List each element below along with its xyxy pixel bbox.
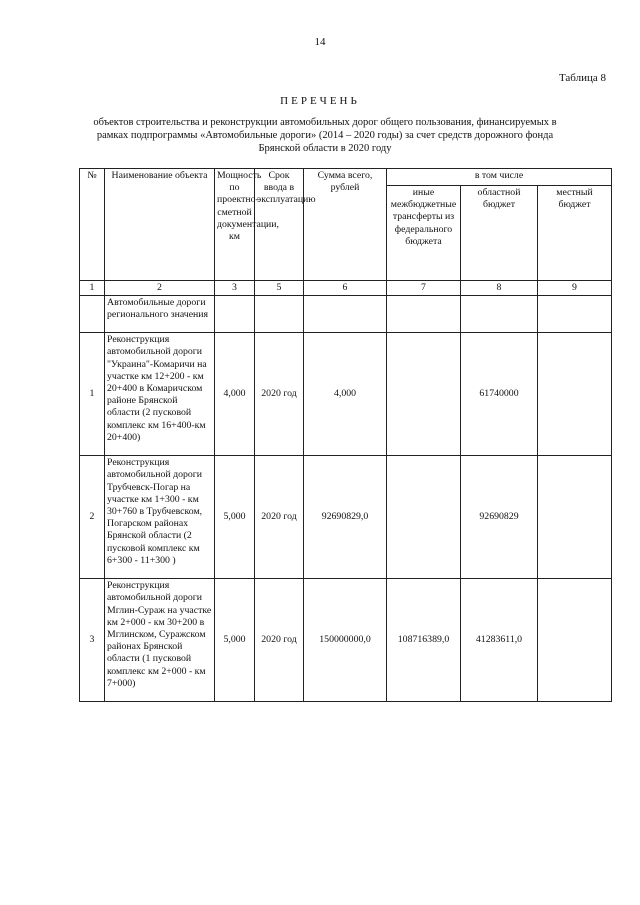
header-num: № <box>80 169 105 281</box>
row-local <box>538 333 612 456</box>
row-term: 2020 год <box>255 333 304 456</box>
row-total: 4,000 <box>304 333 387 456</box>
document-subtitle: объектов строительства и реконструкции автомобильных дорог общего пользования, финансируемых в рамках подпрограммы «Автомобильные дороги» (2014 – 2020 годы) за счет средств дорожного фонда Брянской области в 2020 году <box>93 117 557 154</box>
header-local: местный бюджет <box>538 186 612 281</box>
row-num: 1 <box>80 333 105 456</box>
column-number: 1 <box>80 281 105 296</box>
row-total: 92690829,0 <box>304 456 387 579</box>
row-federal <box>387 333 461 456</box>
row-capacity: 5,000 <box>215 579 255 702</box>
column-number: 3 <box>215 281 255 296</box>
header-federal: иные межбюджетные трансферты из федерального бюджета <box>387 186 461 281</box>
table-label: Таблица 8 <box>558 72 606 84</box>
column-number: 7 <box>387 281 461 296</box>
column-numbers-row <box>80 281 612 296</box>
header-including: в том числе <box>387 169 612 186</box>
column-number: 5 <box>255 281 304 296</box>
row-federal: 108716389,0 <box>387 579 461 702</box>
header-regional: областной бюджет <box>461 186 538 281</box>
header-name: Наименование объекта <box>105 169 215 281</box>
page-number: 14 <box>314 36 326 48</box>
row-term: 2020 год <box>255 579 304 702</box>
column-number: 8 <box>461 281 538 296</box>
table-row <box>80 456 612 579</box>
row-total: 150000000,0 <box>304 579 387 702</box>
row-num: 2 <box>80 456 105 579</box>
header-capacity: Мощность по проектно-сметной документации, км <box>215 169 255 281</box>
document-title: ПЕРЕЧЕНЬ <box>280 95 360 107</box>
row-capacity: 4,000 <box>215 333 255 456</box>
row-capacity: 5,000 <box>215 456 255 579</box>
row-name: Реконструкция автомобильной дороги "Украина"-Комаричи на участке км 12+200 - км 20+400 в Комаричском районе Брянской области (2 пусковой комплекс км 16+400-км 20+400) <box>105 333 215 456</box>
objects-table <box>79 168 612 702</box>
header-term: Срок ввода в эксплуатацию <box>255 169 304 281</box>
row-regional: 61740000 <box>461 333 538 456</box>
row-num: 3 <box>80 579 105 702</box>
row-local <box>538 456 612 579</box>
column-number: 6 <box>304 281 387 296</box>
section-title: Автомобильные дороги регионального значения <box>105 296 215 333</box>
column-number: 9 <box>538 281 612 296</box>
header-row <box>80 169 612 186</box>
row-federal <box>387 456 461 579</box>
table-row <box>80 579 612 702</box>
row-name: Реконструкция автомобильной дороги Трубчевск-Погар на участке км 1+300 - км 30+760 в Трубчевском, Погарском районах Брянской области (2 пусковой комплекс км 6+300 - 11+300 ) <box>105 456 215 579</box>
row-term: 2020 год <box>255 456 304 579</box>
section-row <box>80 296 612 333</box>
row-local <box>538 579 612 702</box>
row-regional: 92690829 <box>461 456 538 579</box>
table-row <box>80 333 612 456</box>
header-total: Сумма всего, рублей <box>304 169 387 281</box>
row-name: Реконструкция автомобильной дороги Мглин-Сураж на участке км 2+000 - км 30+200 в Мглинском, Суражском районах Брянской области (1 пусковой комплекс км 2+000 - км 7+000) <box>105 579 215 702</box>
column-number: 2 <box>105 281 215 296</box>
row-regional: 41283611,0 <box>461 579 538 702</box>
